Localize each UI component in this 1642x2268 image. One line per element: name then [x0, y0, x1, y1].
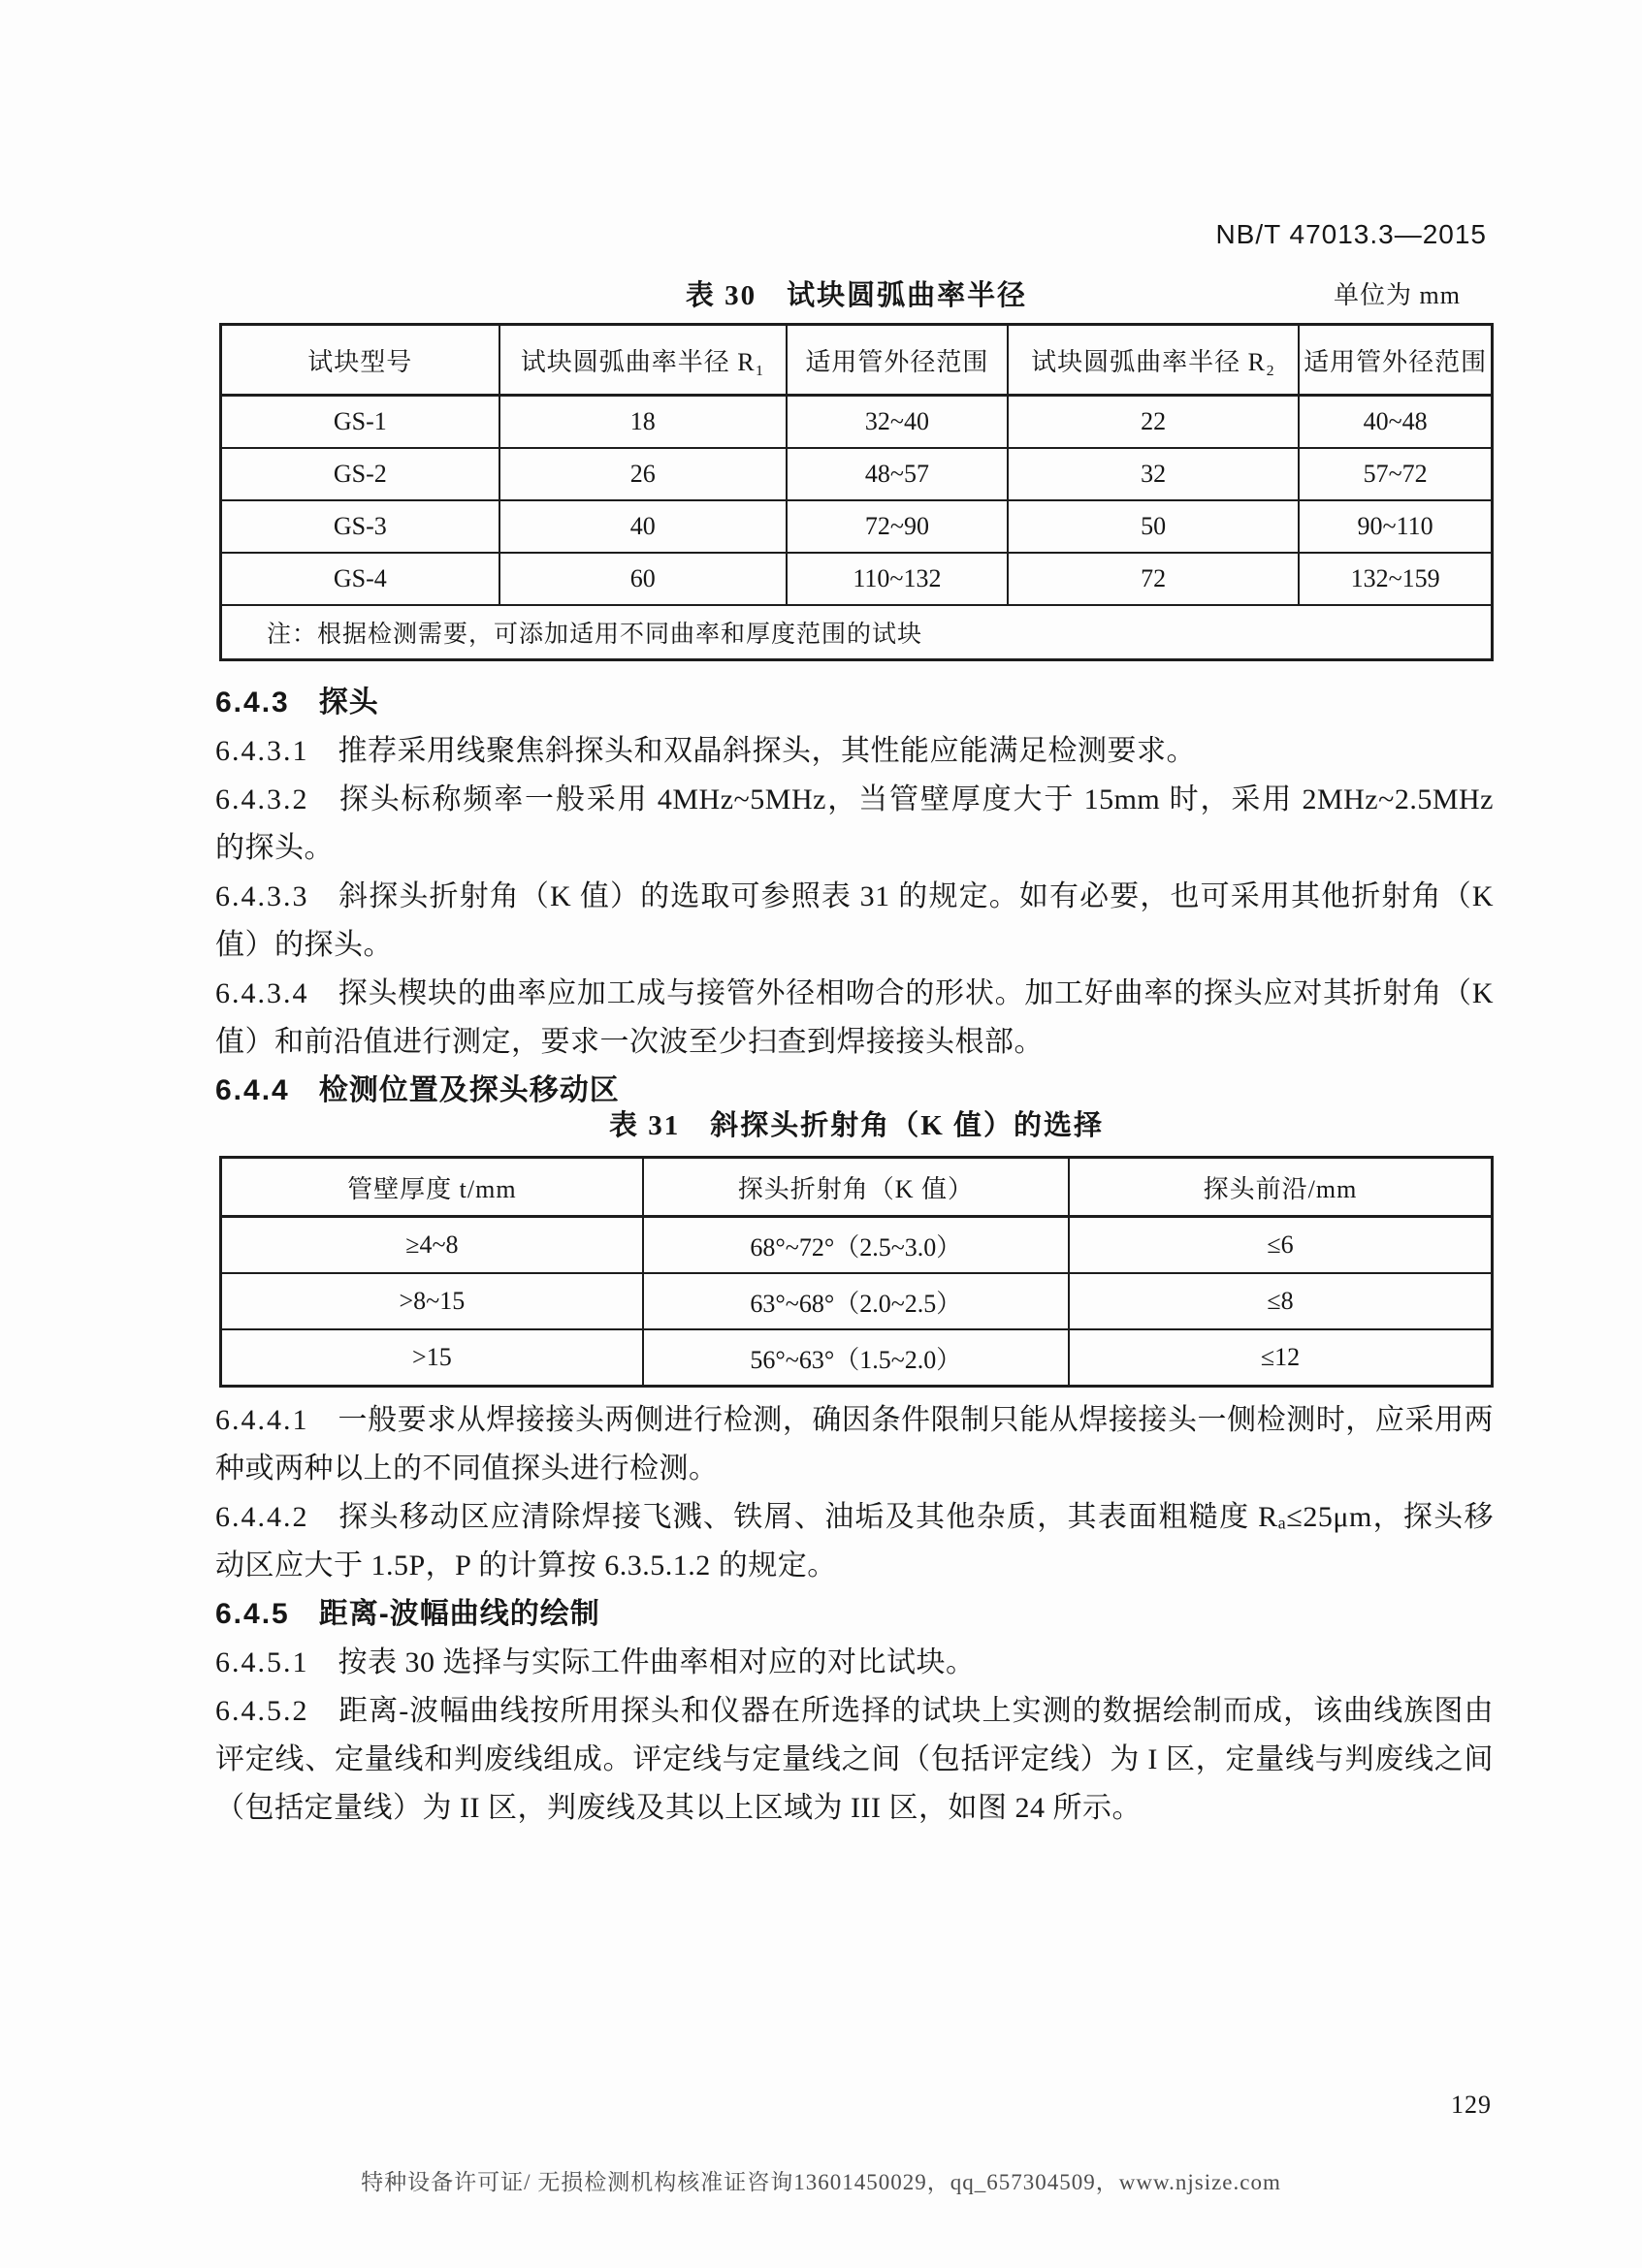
table30-note: 注：根据检测需要，可添加适用不同曲率和厚度范围的试块 [221, 605, 1493, 660]
table-cell: 32~40 [787, 396, 1008, 449]
table-cell: 18 [499, 396, 787, 449]
clause-text: 探头移动区应清除焊接飞溅、铁屑、油垢及其他杂质，其表面粗糙度 Rₐ≤25μm，探头移动区应大于 1.5P，P 的计算按 6.3.5.1.2 的规定。 [215, 1501, 1494, 1581]
clause-heading [215, 1590, 1494, 1639]
table-cell: GS-2 [221, 448, 499, 500]
clause-text: 斜探头折射角（K 值）的选取可参照表 31 的规定。如有必要，也可采用其他折射角（K 值）的探头。 [215, 880, 1494, 961]
clause-paragraph [215, 1396, 1494, 1493]
clause-text: 检测位置及探头移动区 [318, 1074, 620, 1106]
clause-paragraph [215, 727, 1494, 776]
table-cell: 72~90 [787, 500, 1008, 553]
table-cell: 40 [499, 500, 787, 553]
clause-paragraph [215, 1639, 1494, 1687]
table-row [221, 500, 1493, 553]
table-row [221, 396, 1493, 449]
table-cell: ≤6 [1069, 1217, 1493, 1274]
table30-caption-row [219, 273, 1494, 313]
clause-number: 6.4.4 [215, 1074, 290, 1106]
footer-watermark: 特种设备许可证/ 无损检测机构核准证咨询13601450029，qq_657304509，www.njsize.com [361, 2170, 1281, 2194]
table-cell: 60 [499, 553, 787, 605]
clause-number: 6.4.3 [215, 687, 290, 719]
clause-number: 6.4.4.2 [215, 1501, 309, 1533]
table-cell: 90~110 [1299, 500, 1492, 553]
table-cell: 32 [1008, 448, 1299, 500]
table30 [219, 323, 1494, 661]
clause-paragraph [215, 970, 1494, 1067]
clause-number: 6.4.3.2 [215, 783, 309, 815]
clause-paragraph [215, 1687, 1494, 1833]
clause-number: 6.4.5.1 [215, 1646, 309, 1678]
column-header: 探头前沿/mm [1069, 1158, 1493, 1217]
clause-paragraph [215, 1493, 1494, 1590]
table-cell: 22 [1008, 396, 1299, 449]
table-cell: 72 [1008, 553, 1299, 605]
table-cell: 63°~68°（2.0~2.5） [643, 1273, 1069, 1329]
clause-number: 6.4.4.1 [215, 1404, 309, 1436]
table30-caption: 表 30 试块圆弧曲率半径 [685, 280, 1028, 311]
column-header: 适用管外径范围 [1299, 325, 1492, 396]
clause-text: 距离-波幅曲线按所用探头和仪器在所选择的试块上实测的数据绘制而成，该曲线族图由评定线、定量线和判废线组成。评定线与定量线之间（包括评定线）为 I 区，定量线与判废线之间（包括定量线）为 II 区，判废线及其以上区域为 III 区，如图 24 所示。 [215, 1695, 1494, 1824]
table30-note-row [221, 605, 1493, 660]
clause-paragraph [215, 776, 1494, 873]
column-header: 管壁厚度 t/mm [221, 1158, 643, 1217]
clause-number: 6.4.5.2 [215, 1695, 309, 1727]
clause-text: 探头标称频率一般采用 4MHz~5MHz，当管壁厚度大于 15mm 时，采用 2MHz~2.5MHz 的探头。 [215, 783, 1494, 864]
table31-header-row [221, 1158, 1493, 1217]
clause-text: 一般要求从焊接接头两侧进行检测，确因条件限制只能从焊接接头一侧检测时，应采用两种或两种以上的不同值探头进行检测。 [215, 1404, 1494, 1485]
table-cell: >15 [221, 1329, 643, 1387]
table-cell: ≤12 [1069, 1329, 1493, 1387]
table30-unit-label: 单位为 mm [1334, 281, 1461, 309]
clause-number: 6.4.3.1 [215, 735, 309, 767]
clause-number: 6.4.3.3 [215, 880, 309, 912]
table31 [219, 1156, 1494, 1388]
table-cell: ≤8 [1069, 1273, 1493, 1329]
clause-paragraph [215, 873, 1494, 970]
table-cell: GS-1 [221, 396, 499, 449]
clause-text: 距离-波幅曲线的绘制 [318, 1598, 600, 1630]
table-row [221, 1217, 1493, 1274]
table-cell: 50 [1008, 500, 1299, 553]
table-row [221, 553, 1493, 605]
table-cell: 68°~72°（2.5~3.0） [643, 1217, 1069, 1274]
clause-text: 推荐采用线聚焦斜探头和双晶斜探头，其性能应能满足检测要求。 [338, 735, 1196, 767]
table-cell: 56°~63°（1.5~2.0） [643, 1329, 1069, 1387]
table-cell: 48~57 [787, 448, 1008, 500]
table-row [221, 1273, 1493, 1329]
table-cell: 40~48 [1299, 396, 1492, 449]
clause-block-644 [215, 1396, 1494, 1833]
column-header: 试块圆弧曲率半径 R₂ [1008, 325, 1299, 396]
table31-caption-row [219, 1103, 1494, 1143]
standard-code: NB/T 47013.3—2015 [1215, 219, 1487, 249]
table-cell: 26 [499, 448, 787, 500]
column-header: 探头折射角（K 值） [643, 1158, 1069, 1217]
table-cell: >8~15 [221, 1273, 643, 1329]
column-header: 适用管外径范围 [787, 325, 1008, 396]
table31-caption: 表 31 斜探头折射角（K 值）的选择 [608, 1110, 1105, 1141]
table-cell: 132~159 [1299, 553, 1492, 605]
table-cell: 110~132 [787, 553, 1008, 605]
table30-header-row [221, 325, 1493, 396]
column-header: 试块型号 [221, 325, 499, 396]
column-header: 试块圆弧曲率半径 R₁ [499, 325, 787, 396]
clause-number: 6.4.3.4 [215, 977, 309, 1009]
clause-block-643 [215, 679, 1494, 1115]
page-number: 129 [1451, 2091, 1492, 2119]
clause-text: 按表 30 选择与实际工件曲率相对应的对比试块。 [338, 1646, 976, 1678]
table-cell: GS-4 [221, 553, 499, 605]
table-cell: 57~72 [1299, 448, 1492, 500]
table-cell: GS-3 [221, 500, 499, 553]
clause-text: 探头楔块的曲率应加工成与接管外径相吻合的形状。加工好曲率的探头应对其折射角（K 值）和前沿值进行测定，要求一次波至少扫查到焊接接头根部。 [215, 977, 1494, 1058]
table-row [221, 448, 1493, 500]
clause-number: 6.4.5 [215, 1598, 290, 1630]
clause-heading [215, 679, 1494, 727]
table-cell: ≥4~8 [221, 1217, 643, 1274]
table-row [221, 1329, 1493, 1387]
clause-text: 探头 [318, 687, 379, 719]
